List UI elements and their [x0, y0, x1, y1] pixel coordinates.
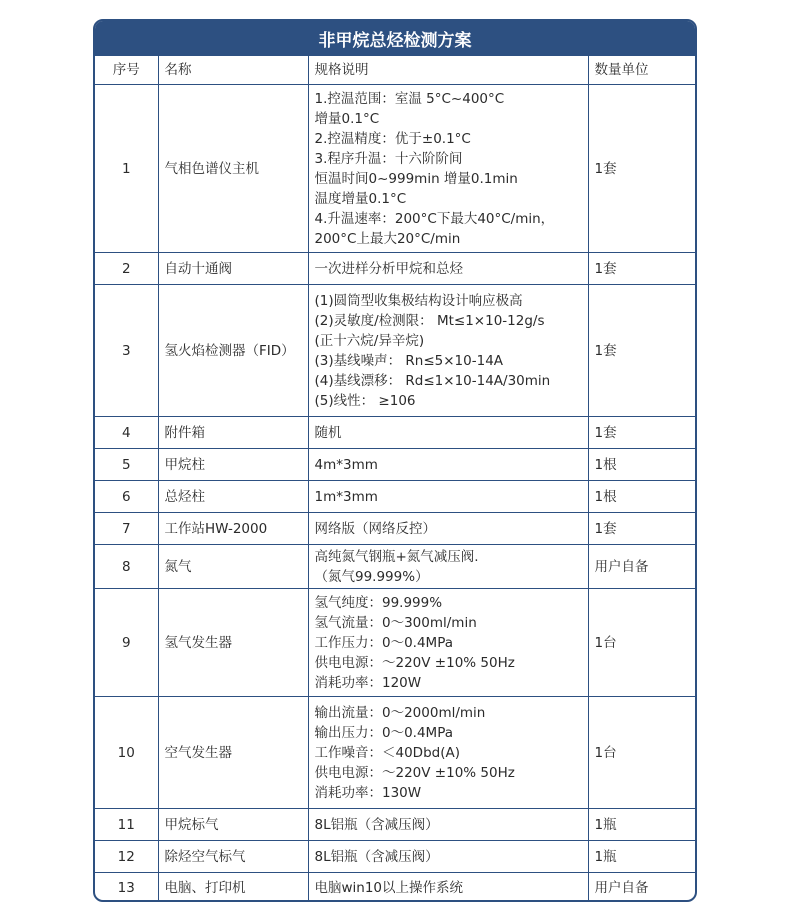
row-name: 甲烷标气: [158, 809, 308, 841]
row-spec: 电脑win10以上操作系统: [308, 873, 588, 903]
row-spec: 输出流量：0～2000ml/min 输出压力：0～0.4MPa 工作噪音：＜40Dbd(A) 供电电源：～220V ±10% 50Hz 消耗功率：130W: [308, 697, 588, 809]
row-spec: 8L铝瓶（含减压阀）: [308, 809, 588, 841]
row-name: 氢火焰检测器（FID）: [158, 285, 308, 417]
row-no: 5: [95, 449, 158, 481]
row-name: 除烃空气标气: [158, 841, 308, 873]
table-row: [95, 481, 695, 513]
row-spec: 一次进样分析甲烷和总烃: [308, 253, 588, 285]
row-spec: 氢气纯度：99.999% 氢气流量：0～300ml/min 工作压力：0～0.4MPa 供电电源：～220V ±10% 50Hz 消耗功率：120W: [308, 589, 588, 697]
row-spec: 网络版（网络反控）: [308, 513, 588, 545]
row-no: 6: [95, 481, 158, 513]
table-row: [95, 841, 695, 873]
row-qty: 1瓶: [588, 841, 695, 873]
row-spec: 高纯氮气钢瓶+氮气减压阀. （氮气99.999%）: [308, 545, 588, 589]
table-row: [95, 417, 695, 449]
header-spec: 规格说明: [308, 56, 588, 85]
row-name: 氮气: [158, 545, 308, 589]
row-no: 4: [95, 417, 158, 449]
table-row: [95, 697, 695, 809]
table-title: 非甲烷总烃检测方案: [95, 21, 695, 55]
row-name: 甲烷柱: [158, 449, 308, 481]
row-name: 电脑、打印机: [158, 873, 308, 903]
table-row: [95, 513, 695, 545]
row-spec: 随机: [308, 417, 588, 449]
row-no: 8: [95, 545, 158, 589]
row-no: 12: [95, 841, 158, 873]
row-spec: 1m*3mm: [308, 481, 588, 513]
row-no: 9: [95, 589, 158, 697]
spec-table-card: [93, 19, 697, 902]
header-no: 序号: [95, 56, 158, 85]
row-qty: 1台: [588, 589, 695, 697]
row-qty: 1瓶: [588, 809, 695, 841]
row-name: 自动十通阀: [158, 253, 308, 285]
header-qty: 数量单位: [588, 56, 695, 85]
header-row: [95, 56, 695, 85]
table-row: [95, 809, 695, 841]
header-name: 名称: [158, 56, 308, 85]
table-row: [95, 589, 695, 697]
row-no: 3: [95, 285, 158, 417]
table-row: [95, 449, 695, 481]
row-spec: 1.控温范围：室温 5°C~400°C 增量0.1°C 2.控温精度：优于±0.1°C 3.程序升温：十六阶阶间 恒温时间0~999min 增量0.1min 温度增量0.1°C 4.升温速率：200°C下最大40°C/min， 200°C上最大20°C/min: [308, 85, 588, 253]
row-qty: 1根: [588, 449, 695, 481]
row-no: 1: [95, 85, 158, 253]
row-qty: 1套: [588, 85, 695, 253]
row-name: 气相色谱仪主机: [158, 85, 308, 253]
table-row: [95, 873, 695, 903]
row-spec: 4m*3mm: [308, 449, 588, 481]
row-qty: 1套: [588, 513, 695, 545]
row-qty: 用户自备: [588, 873, 695, 903]
row-qty: 1套: [588, 285, 695, 417]
row-name: 附件箱: [158, 417, 308, 449]
row-spec: 8L铝瓶（含减压阀）: [308, 841, 588, 873]
spec-table: [95, 55, 695, 902]
table-row: [95, 545, 695, 589]
table-row: [95, 253, 695, 285]
row-name: 空气发生器: [158, 697, 308, 809]
row-qty: 1台: [588, 697, 695, 809]
row-qty: 1套: [588, 417, 695, 449]
row-name: 氢气发生器: [158, 589, 308, 697]
row-no: 11: [95, 809, 158, 841]
table-row: [95, 285, 695, 417]
table-row: [95, 85, 695, 253]
row-name: 工作站HW-2000: [158, 513, 308, 545]
row-qty: 1根: [588, 481, 695, 513]
row-no: 13: [95, 873, 158, 903]
row-qty: 1套: [588, 253, 695, 285]
row-no: 10: [95, 697, 158, 809]
row-no: 2: [95, 253, 158, 285]
row-qty: 用户自备: [588, 545, 695, 589]
row-name: 总烃柱: [158, 481, 308, 513]
row-no: 7: [95, 513, 158, 545]
row-spec: (1)圆筒型收集极结构设计响应极高 (2)灵敏度/检测限： Mt≤1×10-12g/s (正十六烷/异辛烷) (3)基线噪声： Rn≤5×10-14A (4)基线漂移： Rd≤1×10-14A/30min (5)线性： ≥106: [308, 285, 588, 417]
